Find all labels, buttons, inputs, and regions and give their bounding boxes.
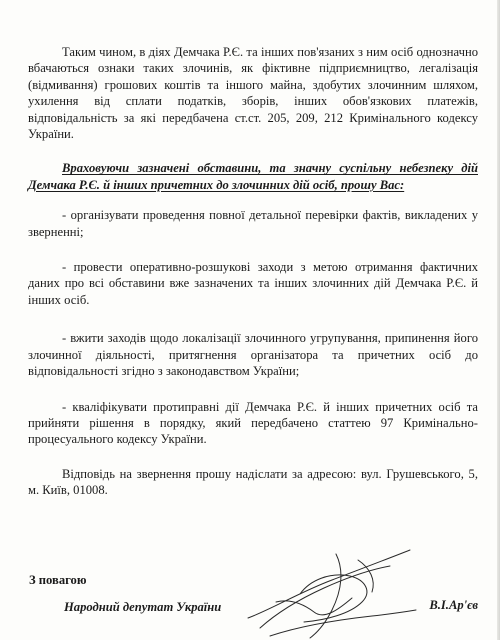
request-item-4: - кваліфікувати протиправні дії Демчака Р.Є. й інших причетних осіб та прийняти рішення в порядку, який передбачено статтею 97 Кримінально-процесуального кодексу України. xyxy=(28,399,478,447)
signer-position: Народний депутат України xyxy=(64,600,222,614)
request-item-1: - організувати проведення повної детальної перевірки фактів, викладених у зверненні; xyxy=(28,208,478,239)
request-item-3: - вжити заходів щодо локалізації злочинного угрупування, припинення його злочинної діяльності, притягнення організатора та причетних осіб до відповідальності згідно з законодавством України; xyxy=(28,331,478,379)
request-item-2: - провести оперативно-розшукові заходи з метою отримання фактичних даних про всі обставини вже зазначених та інших злочинних дій Демчака Р.Є. й інших осіб. xyxy=(28,260,478,307)
intro-paragraph: Таким чином, в діях Демчака Р.Є. та інших пов'язаних з ним осіб однозначно вбачаються ознаки таких злочинів, як фіктивне підприємництво, легалізація (відмивання) грошових коштів та іншого майна, здобутих злочинним шляхом, ухилення від сплати податків, зборів, інших обов'язкових платежів, відповідальність за які передбачена ст.ст. 205, 209, 212 Кримінального кодексу України. xyxy=(28,45,478,142)
request-callout: Враховуючи зазначені обставини, та значну суспільну небезпеку дій Демчака Р.Є. й інших причетних до злочинних дій осіб, прошу Вас: xyxy=(28,161,478,192)
signer-name: В.І.Ар'єв xyxy=(429,598,478,612)
reply-address-paragraph: Відповідь на звернення прошу надіслати за адресою: вул. Грушевського, 5, м. Київ, 01008. xyxy=(28,466,478,498)
handwritten-signature xyxy=(240,540,420,640)
closing-regards: З повагою xyxy=(29,573,87,587)
